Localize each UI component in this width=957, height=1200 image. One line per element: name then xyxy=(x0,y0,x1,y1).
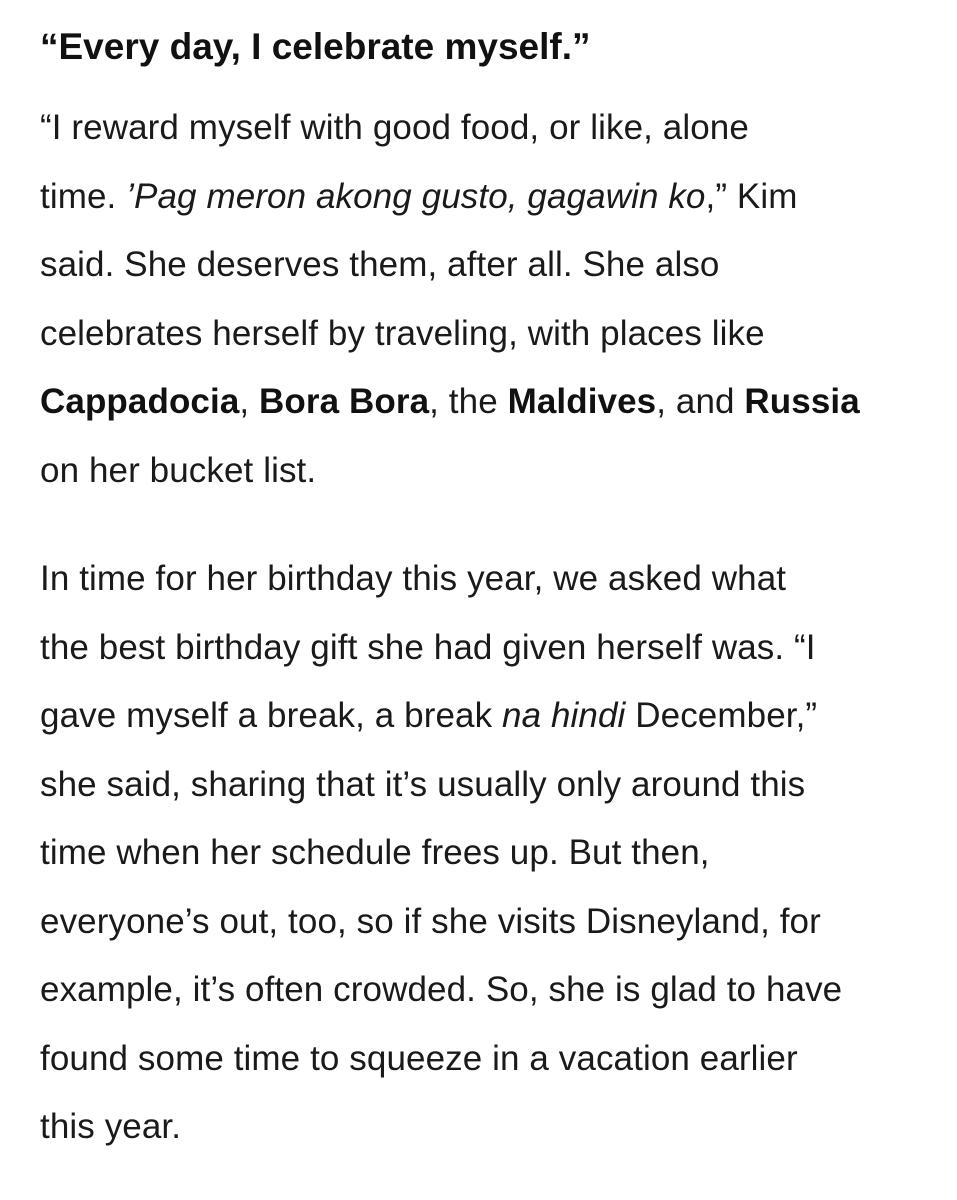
text-line: said. She deserves them, after all. She also xyxy=(40,245,720,284)
place-cappadocia: Cappadocia xyxy=(40,382,240,421)
paragraph-birthday xyxy=(40,545,920,1162)
text-run: , xyxy=(239,382,260,421)
text-line: this year. xyxy=(40,1107,182,1146)
text-run: , and xyxy=(656,382,745,421)
text-line xyxy=(40,682,920,751)
text-line: In time for her birthday this year, we asked what xyxy=(40,559,787,598)
text-line: she said, sharing that it’s usually only around this xyxy=(40,764,806,804)
text-run: ,” Kim xyxy=(705,176,798,216)
text-line: on her bucket list. xyxy=(40,450,317,490)
text-line xyxy=(40,163,920,232)
text-line: time when her schedule frees up. But then, xyxy=(40,833,710,872)
place-maldives: Maldives xyxy=(507,382,657,421)
text-run: , the xyxy=(429,382,508,421)
paragraph-rewards xyxy=(40,94,920,505)
tagalog-quote: ’Pag meron akong gusto, gagawin ko xyxy=(126,176,706,216)
text-run: gave myself a break, a break xyxy=(40,696,503,735)
places-line xyxy=(40,368,920,437)
place-bora-bora: Bora Bora xyxy=(259,382,430,421)
text-run: December,” xyxy=(625,696,818,735)
text-line: the best birthday gift she had given herself was. “I xyxy=(40,627,816,667)
text-line: example, it’s often crowded. So, she is glad to have xyxy=(40,970,843,1009)
text-run: time. xyxy=(40,176,127,216)
text-line: everyone’s out, too, so if she visits Disneyland, for xyxy=(40,901,821,941)
article-body xyxy=(40,22,920,1162)
text-line: celebrates herself by traveling, with places like xyxy=(40,313,765,353)
tagalog-phrase: na hindi xyxy=(502,696,626,735)
text-line: found some time to squeeze in a vacation earlier xyxy=(40,1038,798,1078)
place-russia: Russia xyxy=(744,382,860,421)
section-heading: “Every day, I celebrate myself.” xyxy=(40,26,591,67)
text-line: “I reward myself with good food, or like, alone xyxy=(40,108,749,147)
